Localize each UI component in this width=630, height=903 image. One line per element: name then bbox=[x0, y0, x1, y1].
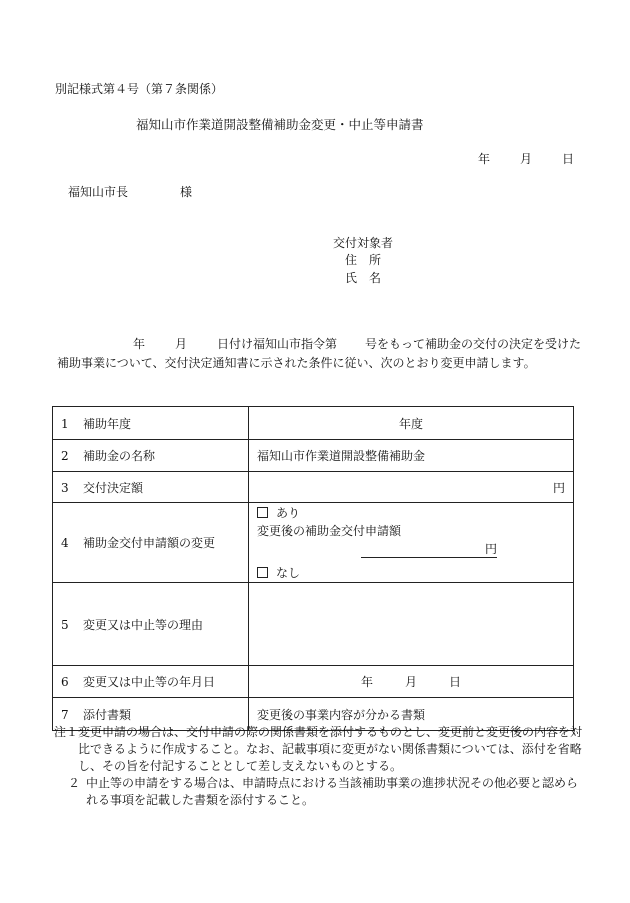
checkbox-icon[interactable] bbox=[257, 567, 268, 578]
notes bbox=[54, 724, 586, 809]
date-month: 月 bbox=[520, 152, 533, 166]
addressee-name: 福知山市長 bbox=[68, 185, 129, 199]
body-month: 月 bbox=[175, 337, 188, 351]
applicant-address-label: 住 所 bbox=[345, 253, 382, 267]
date-line bbox=[478, 153, 574, 165]
amount-change-cell bbox=[249, 503, 574, 583]
table-row bbox=[53, 407, 574, 440]
changed-amount-field[interactable]: 円 bbox=[361, 542, 497, 558]
note-1: 注１ 変更申請の場合は、交付申請の際の関係書類を添付するものとし、変更前と変更後の内容を対比できるように作成すること。なお、記載事項に変更がない関係書類については、添付を省略し、その旨を付記することとして差し支えないものとする。 bbox=[54, 725, 583, 773]
body-paragraph bbox=[57, 335, 585, 373]
table-row bbox=[53, 440, 574, 472]
table-row bbox=[53, 666, 574, 698]
row-label: 5 変更又は中止等の理由 bbox=[53, 583, 249, 666]
row-label: 6 変更又は中止等の年月日 bbox=[53, 666, 249, 698]
note-2: ２ 中止等の申請をする場合は、申請時点における当該補助事業の進捗状況その他必要と認められる事項を記載した書類を添付すること。 bbox=[68, 776, 579, 807]
date-year: 年 bbox=[478, 152, 491, 166]
option-no[interactable]: なし bbox=[257, 564, 565, 582]
table-row bbox=[53, 503, 574, 583]
body-year: 年 bbox=[133, 337, 146, 351]
decision-amount-field[interactable]: 円 bbox=[249, 472, 574, 503]
subsidy-name-value: 福知山市作業道開設整備補助金 bbox=[249, 440, 574, 472]
application-table bbox=[52, 406, 574, 731]
row-label: 4 補助金交付申請額の変更 bbox=[53, 503, 249, 583]
addressee-honorific: 様 bbox=[180, 185, 193, 199]
document-title: 福知山市作業道開設整備補助金変更・中止等申請書 bbox=[136, 117, 424, 132]
reason-field[interactable] bbox=[249, 583, 574, 666]
table-row bbox=[53, 472, 574, 503]
attachments-value: 変更後の事業内容が分かる書類 bbox=[249, 698, 574, 731]
body-text2: 号をもって補助金の交付の決定を受けた補助事業について、交付決定通知書に示された条件に従い、次のとおり変更申請します。 bbox=[57, 337, 582, 370]
change-date-field[interactable]: 年 月 日 bbox=[249, 666, 574, 698]
option-yes[interactable]: あり bbox=[257, 504, 565, 522]
addressee bbox=[68, 186, 192, 198]
changed-amount-label: 変更後の補助金交付申請額 bbox=[257, 524, 402, 538]
applicant-heading: 交付対象者 bbox=[333, 236, 394, 250]
row-label: 2 補助金の名称 bbox=[53, 440, 249, 472]
checkbox-icon[interactable] bbox=[257, 507, 268, 518]
body-text1: 日付け福知山市指令第 bbox=[217, 337, 338, 351]
date-day: 日 bbox=[562, 152, 575, 166]
form-number: 別記様式第４号（第７条関係） bbox=[55, 82, 224, 96]
applicant-name-label: 氏 名 bbox=[345, 271, 382, 285]
row-label: 3 交付決定額 bbox=[53, 472, 249, 503]
row-label: 7 添付書類 bbox=[53, 698, 249, 731]
fiscal-year-field[interactable]: 年度 bbox=[249, 407, 574, 440]
table-row bbox=[53, 583, 574, 666]
row-label: 1 補助年度 bbox=[53, 407, 249, 440]
